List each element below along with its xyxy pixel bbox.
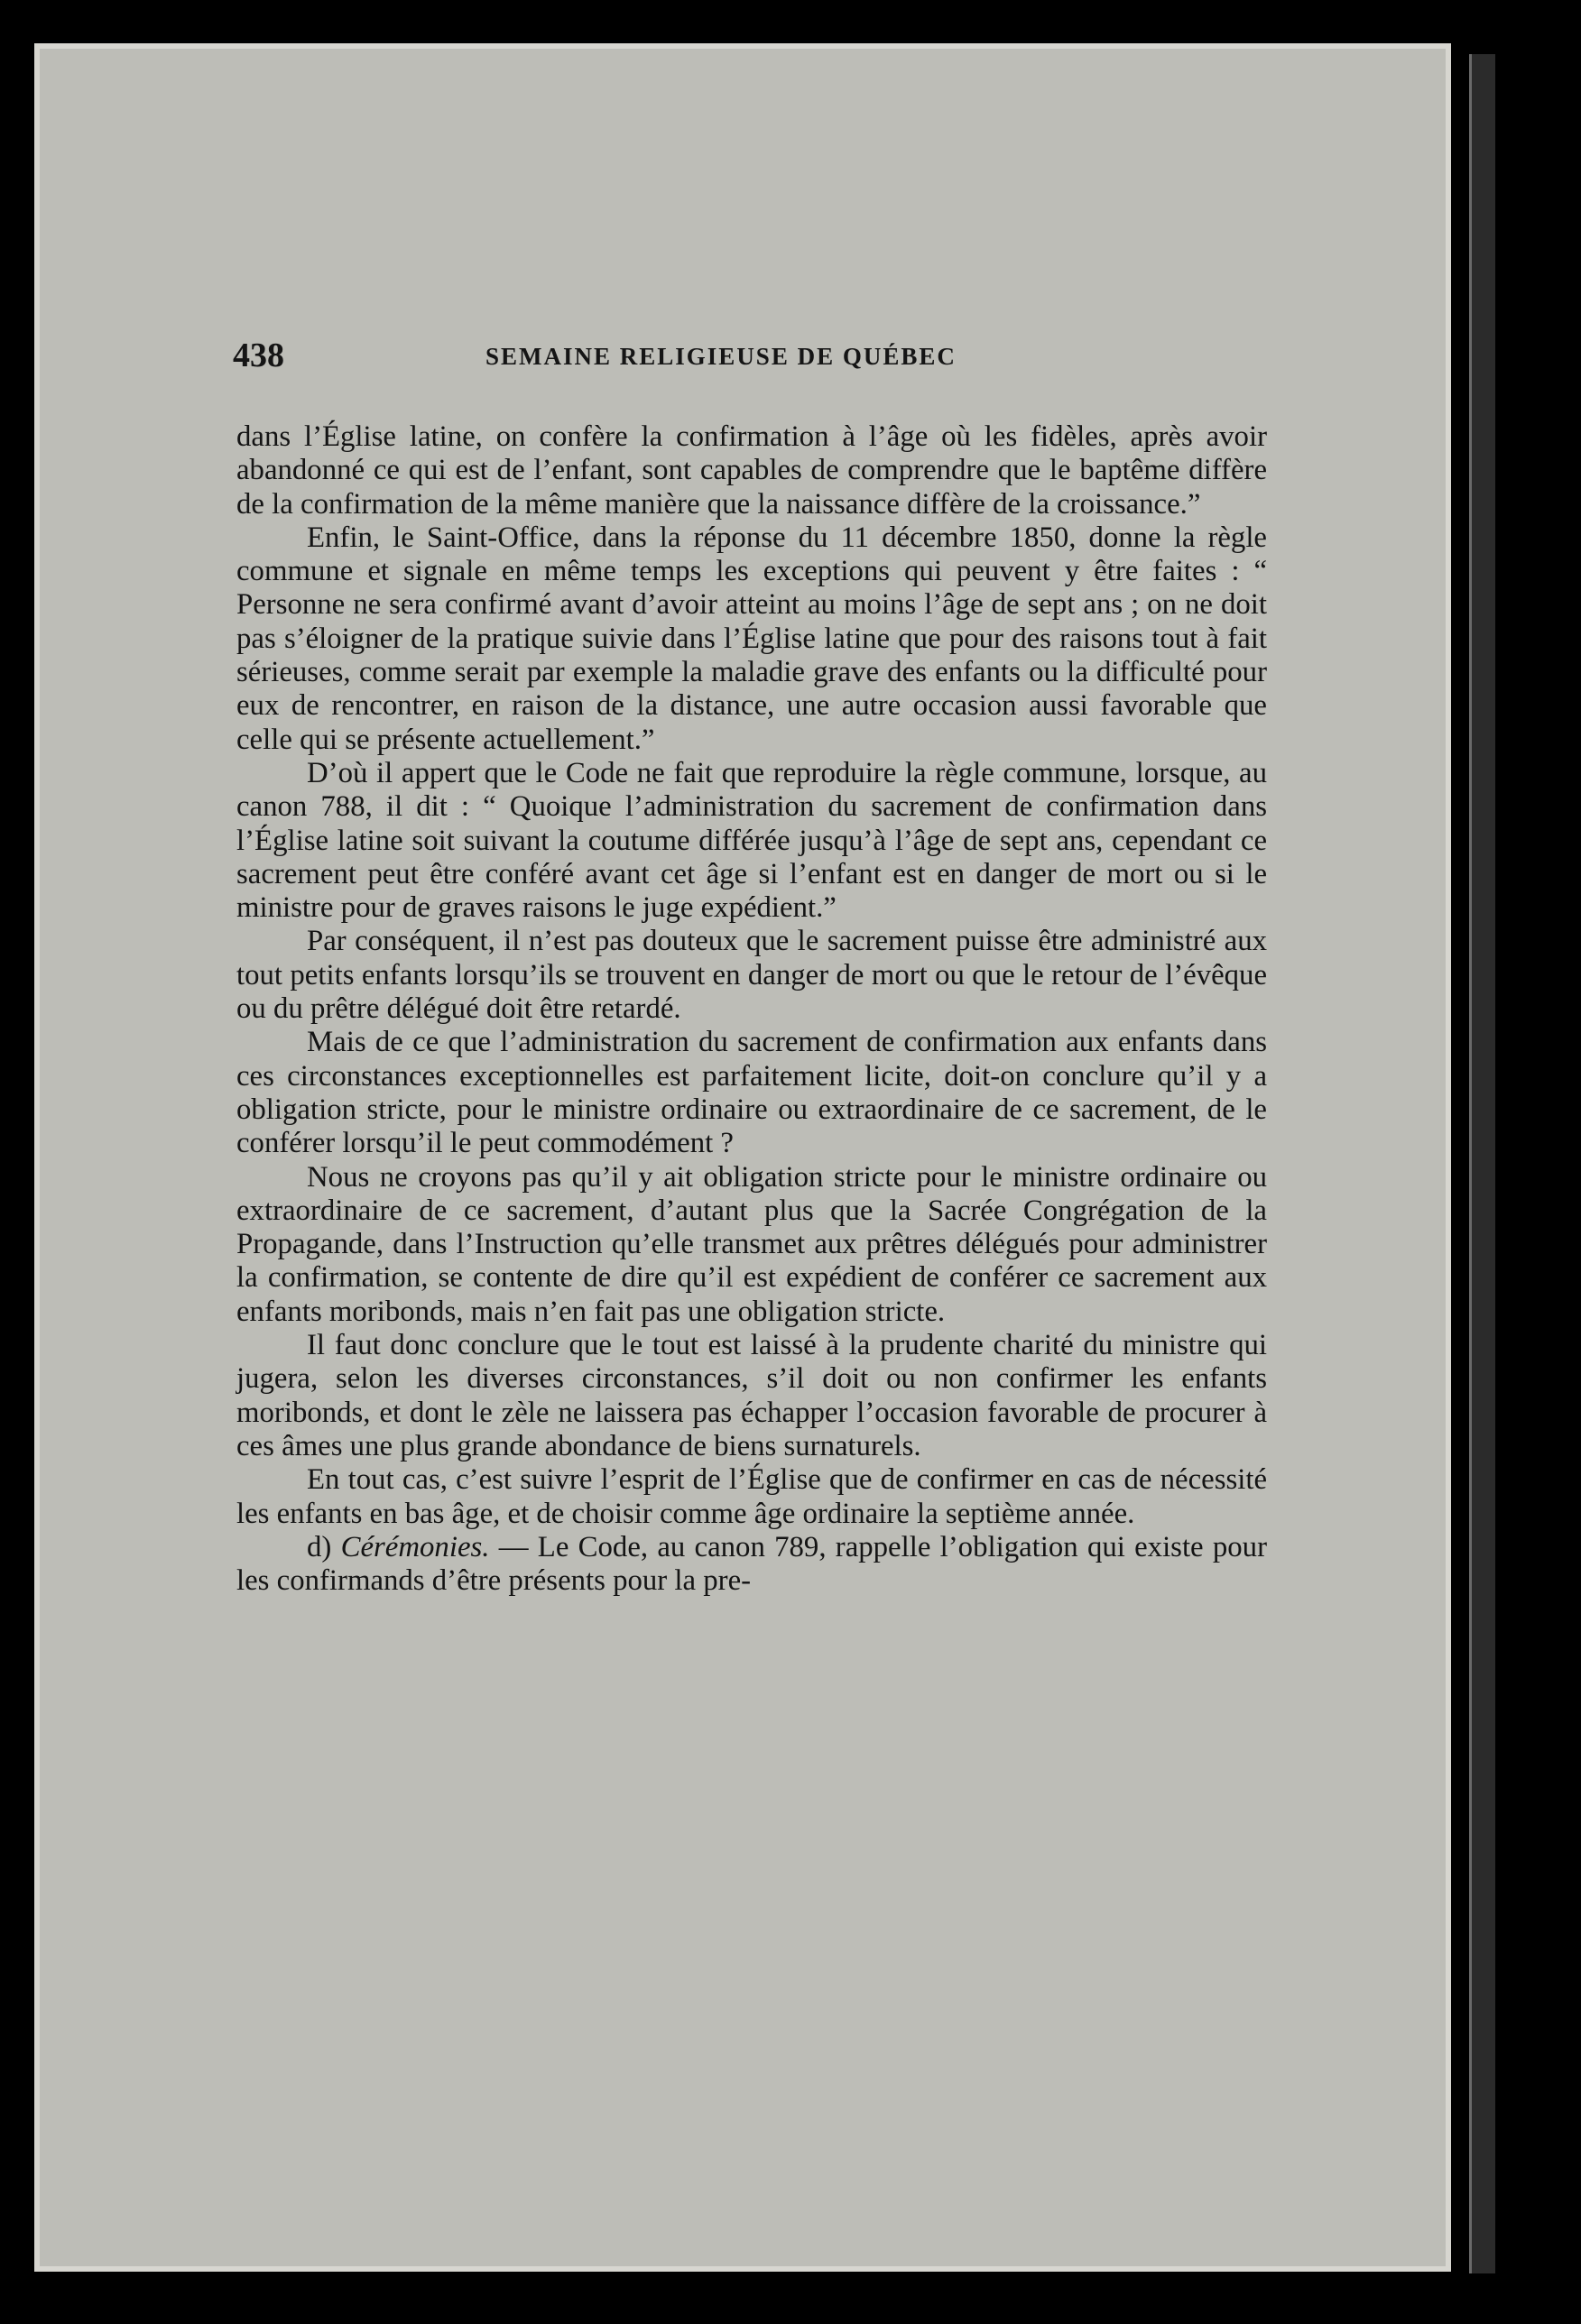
section-prefix: d): [307, 1530, 341, 1563]
paragraph-question: Mais de ce que l’administration du sacrement de confirmation aux enfants dans ces circonstances exceptionnelles est parfaitement licite, doit-on conclure qu’il y a obligation stricte, pour le ministre ordinaire ou extraordinaire de ce sacrement, de le conférer lorsqu’il le peut commodément ?: [236, 1026, 1267, 1160]
page-header: [233, 336, 1271, 375]
running-title: SEMAINE RELIGIEUSE DE QUÉBEC: [485, 343, 957, 370]
paragraph-continuation: dans l’Église latine, on confère la confirmation à l’âge où les fidèles, après avoir abandonné ce qui est de l’enfant, sont capables de comprendre que le baptême diffère de la confirmation de la même manière que la naissance diffère de la croissance.”: [236, 420, 1267, 521]
paragraph-canon-788: D’où il appert que le Code ne fait que reproduire la règle commune, lorsque, au canon 788, il dit : “ Quoique l’administration du sacrement de confirmation dans l’Église latine soit suivant la coutume différée jusqu’à l’âge de sept ans, cependant ce sacrement peut être conféré avant cet âge si l’enfant est en danger de mort ou si le ministre pour de graves raisons le juge expédient.”: [236, 756, 1267, 925]
paragraph-en-tout-cas: En tout cas, c’est suivre l’esprit de l’Église que de confirmer en cas de nécessité les enfants en bas âge, et de choisir comme âge ordinaire la septième année.: [236, 1463, 1267, 1530]
section-text: — Le Code, au canon 789, rappelle l’obligation qui existe pour les confirmands d’être présents pour la pre-: [236, 1530, 1267, 1598]
page-number: 438: [233, 337, 284, 374]
section-heading-ceremonies: Cérémonies.: [340, 1530, 490, 1563]
paragraph-saint-office: Enfin, le Saint-Office, dans la réponse du 11 décembre 1850, donne la règle commune et signale en même temps les exceptions qui peuvent y être faites : “ Personne ne sera confirmé avant d’avoir atteint au moins l’âge de sept ans ; on ne doit pas s’éloigner de la pratique suivie dans l’Église latine que pour des raisons tout à fait sérieuses, comme serait par exemple la maladie grave des enfants ou la difficulté pour eux de rencontrer, en raison de la distance, une autre occasion aussi favorable que celle qui se présente actuellement.”: [236, 521, 1267, 756]
paragraph-obligation: Nous ne croyons pas qu’il y ait obligation stricte pour le ministre ordinaire ou extraordinaire de ce sacrement, d’autant plus que la Sacrée Congrégation de la Propagande, dans l’Instruction qu’elle transmet aux prêtres délégués pour administrer la confirmation, se contente de dire qu’il est expédient de conférer ce sacrement aux enfants moribonds, mais n’en fait pas une obligation stricte.: [236, 1160, 1267, 1328]
paragraph-ceremonies: [236, 1531, 1267, 1599]
adjacent-page-edge: [1469, 54, 1495, 2273]
paragraph-conclusion: Il faut donc conclure que le tout est laissé à la prudente charité du ministre qui jugera, selon les diverses circonstances, s’il doit ou non confirmer les enfants moribonds, et dont le zèle ne laissera pas échapper l’occasion favorable de procurer à ces âmes une plus grande abondance de biens surnaturels.: [236, 1329, 1267, 1462]
paragraph-par-consequent: Par conséquent, il n’est pas douteux que le sacrement puisse être administré aux tout petits enfants lorsqu’ils se trouvent en danger de mort ou que le retour de l’évêque ou du prêtre délégué doit être retardé.: [236, 925, 1267, 1026]
body-text: [236, 420, 1267, 1598]
